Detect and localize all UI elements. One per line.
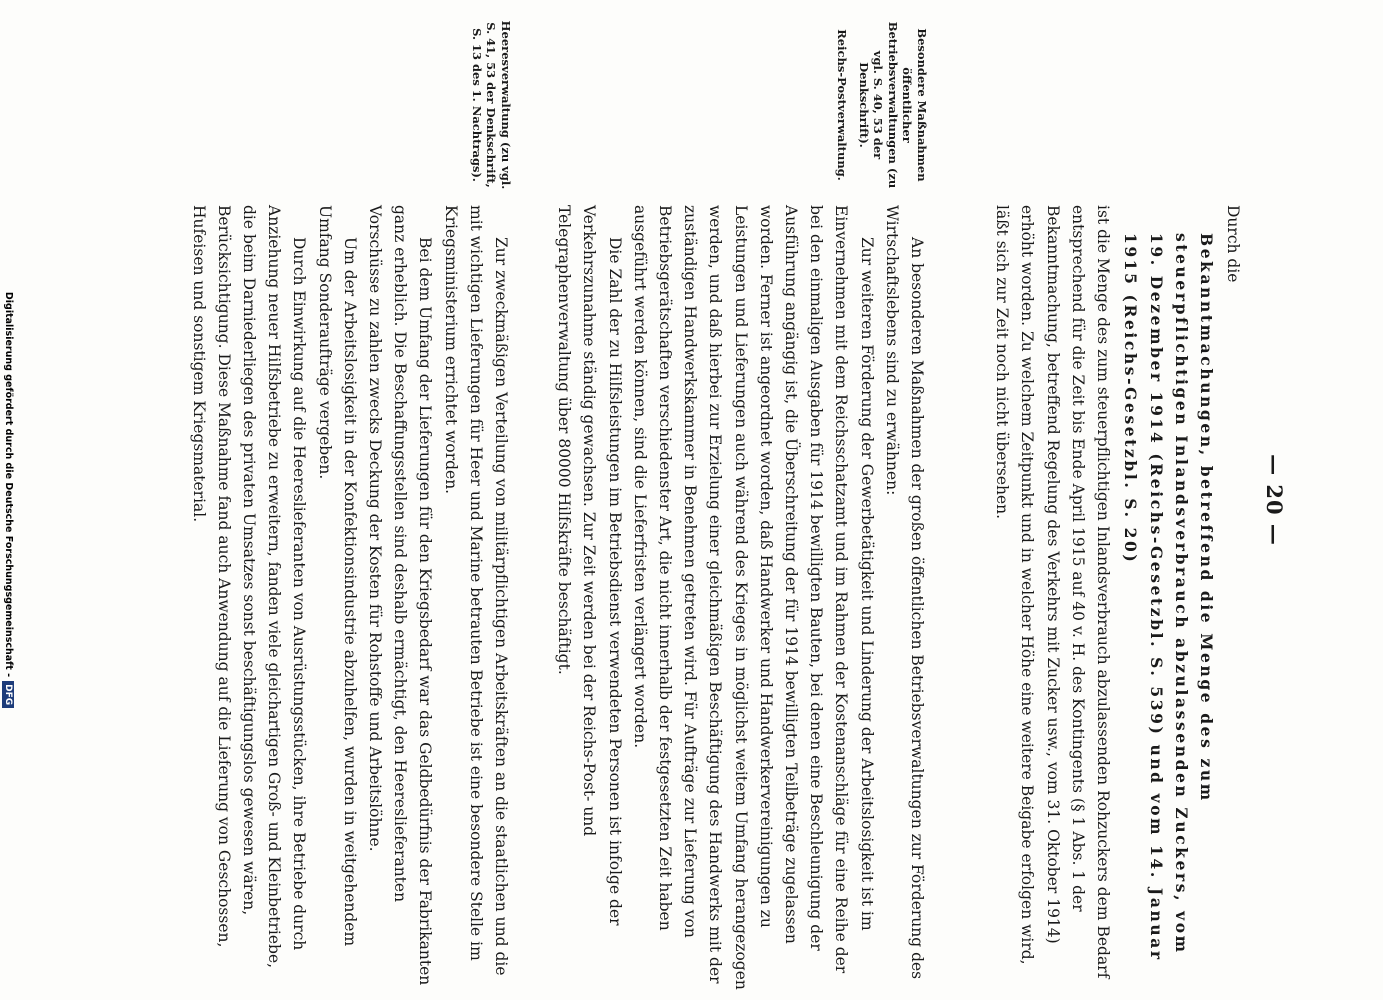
paragraph-advances: Bei dem Umfang der Lieferungen für den Kriegsbedarf war das Geldbedürfnis der Fabrikanten ganz erheblich. Die Beschaffungsstellen sind deshalb ermächtigt, den Heereslieferanten Vorschüsse zu zahlen zwecks Deckung der Kosten für Rohstoffe und Arbeitslöhne.	[365, 205, 435, 986]
page-number: — 20 —	[1262, 454, 1287, 546]
paragraph-text: ist die Menge des zum steuerpflichtigen Inlandsverbrauch abzulassenden Rohzuckers dem Bedarf entsprechend für die Zeit bis Ende April 1915 auf 40 v. H. des Kontingents (§ 1 Abs. 1 der Bekanntmachung, betreffend Regelung des Verkehrs mit Zucker usw., vom 31. Oktober 1914) erhöht worden. Zu welchem Zeitpunkt und in welcher Höhe eine weitere Beigabe erfolgen wird, läßt sich zur Zeit noch nicht übersehen.	[993, 205, 1112, 979]
proclamation-text: Bekanntmachungen, betreffend die Menge des zum steuerpflichtigen Inlandsverbrauch abzulassenden Zuckers, vom 19. Dezember 1914 (Reichs-Gesetzbl. S. 539) und vom 14. Januar 1915 (Reichs-Gesetzbl. S. 20)	[1121, 233, 1216, 962]
paragraph-sugar	[989, 205, 1115, 995]
paragraph-post-measures: Zur weiteren Förderung der Gewerbetätigkeit und Linderung der Arbeitslosigkeit ist im Einvernehmen mit dem Reichsschatzamt und im Rahmen der Kostenanschläge für eine Reihe der bei den einmaligen Ausgaben für 1914 bewilligten Bauten, bei denen eine Beschleunigung der Ausführung angängig ist, die Überschreitung der für 1914 bewilligten Teilbeträge zugelassen worden. Ferner ist angeordnet worden, daß Handwerker und Handwerkervereinigungen zu Leistungen und Lieferungen auch während des Krieges in möglichst weitem Umfang herangezogen werden, und daß hierbei zur Erzielung einer gleichmäßigen Beschäftigung des Handwerks mit der zuständigen Handwerkskammer in Benehmen getreten wird. Für Aufträge zur Lieferung von Betriebsgerätschaften verschiedenster Art, die nicht innerhalb der festgesetzten Zeit haben ausgeführt werden können, sind die Lieferfristen verlängert worden.	[630, 205, 876, 990]
margin-note-heeresverwaltung	[463, 15, 514, 195]
section-heeresverwaltung	[185, 205, 513, 995]
dfg-logo: DFG	[2, 681, 14, 708]
paragraph-suppliers: Durch Einwirkung auf die Heereslieferanten von Ausrüstungsstücken, ihre Betriebe durch Anziehung neuer Hilfsbetriebe zu erweitern, fanden viele gleichartigen Groß- und Kleinbetriebe, die beim Darniederliegen des privaten Umsatzes sonst beschäftigungslos gewesen wären, Berücksichtigung. Diese Maßnahme fand auch Anwendung auf die Lieferung von Geschossen, Hufeisen und sonstigem Kriegsmaterial.	[189, 205, 309, 969]
margin-note-text: Besondere Maßnahmen öffentlicher Betriebsverwaltungen (zu vgl. S. 40, 53 der Denkschrift).	[857, 21, 929, 189]
proclamation-title	[1118, 205, 1219, 995]
credit-text: Digitalisierung gefördert durch die Deutsche Forschungsgemeinschaft -	[3, 291, 14, 678]
paragraph-konfektion: Um der Arbeitslosigkeit in der Konfektionsindustrie abzuhelfen, wurden in weitgehendem Umfang Sonderaufträge vergeben.	[315, 205, 359, 947]
paragraph-helpers: Die Zahl der zu Hilfsleistungen im Betriebsdienst verwendeten Personen ist infolge der Verkehrszunahme ständig gewachsen. Zur Zeit werden bei der Reichs-Post- und Telegraphenverwaltung über 80000 Hilfskräfte beschäftigt.	[555, 205, 624, 926]
intro-line	[1220, 205, 1245, 995]
intro-text: Durch die	[1224, 205, 1242, 283]
paragraph-intro-measures: An besonderen Maßnahmen der großen öffentlichen Betriebsverwaltungen zur Förderung des Wirtschaftslebens sind zu erwähnen:	[882, 205, 926, 980]
margin-note-text: Heeresverwaltung (zu vgl. S. 41, 53 der Denkschrift, S. 13 des 1. Nachtrags).	[470, 20, 513, 190]
margin-note-post: Reichs-Postverwaltung.	[835, 29, 850, 181]
margin-note-betriebsverwaltungen	[828, 15, 929, 195]
section-betriebsverwaltungen	[551, 205, 929, 995]
digitization-credit	[2, 0, 14, 1000]
paragraph-workers: Zur zweckmäßigen Verteilung von militärpflichtigen Arbeitskräften an die staatlichen und die mit wichtigen Lieferungen für Heer und Marine betrauten Betriebe ist eine besondere Stelle im Kriegsministerium errichtet worden.	[441, 205, 510, 976]
